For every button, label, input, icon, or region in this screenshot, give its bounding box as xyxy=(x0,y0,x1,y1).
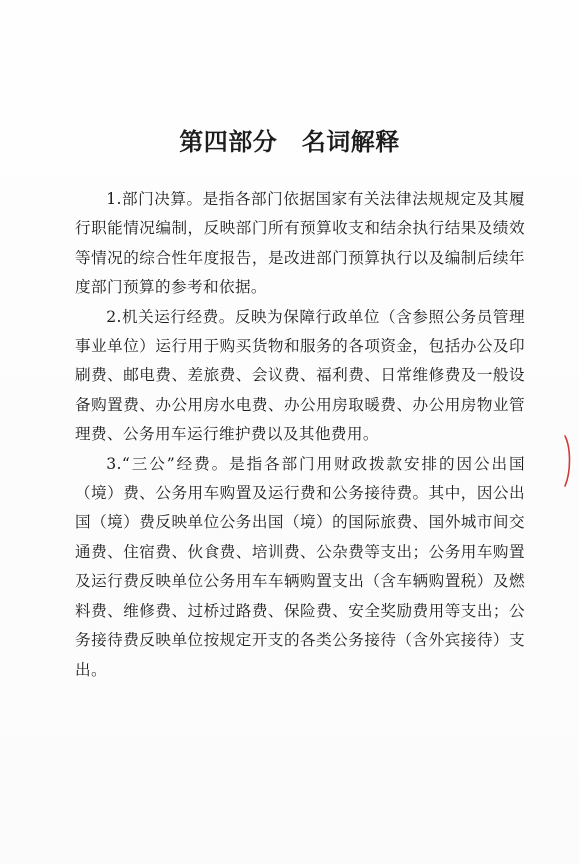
definition-paragraph-department-final-accounts: 1.部门决算。是指各部门依据国家有关法律法规规定及其履行职能情况编制，反映部门所有预算收支和结余执行结果及绩效等情况的综合性年度报告，是改进部门预算执行以及编制后续年度部门预算的参考和依据。 xyxy=(75,190,525,297)
page-title: 第四部分 名词解释 xyxy=(179,128,400,156)
definition-paragraph-operating-expenses: 2.机关运行经费。反映为保障行政单位（含参照公务员管理事业单位）运行用于购买货物和服务的各项资金，包括办公及印刷费、邮电费、差旅费、会议费、福利费、日常维修费及一般设备购置费、办公用房水电费、办公用房取暖费、办公用房物业管理费、公务用车运行维护费以及其他费用。 xyxy=(75,307,525,444)
definition-paragraph-three-public-expenses: 3.“三公”经费。是指各部门用财政拨款安排的因公出国（境）费、公务用车购置及运行费和公务接待费。其中，因公出国（境）费反映单位公务出国（境）的国际旅费、国外城市间交通费、住宿费、伙食费、培训费、公杂费等支出；公务用车购置及运行费反映单位公务用车车辆购置支出（含车辆购置税）及燃料费、维修费、过桥过路费、保险费、安全奖励费用等支出；公务接待费反映单位按规定开支的各类公务接待（含外宾接待）支出。 xyxy=(75,454,525,679)
red-edge-mark xyxy=(563,434,573,488)
definitions-body xyxy=(75,185,525,685)
